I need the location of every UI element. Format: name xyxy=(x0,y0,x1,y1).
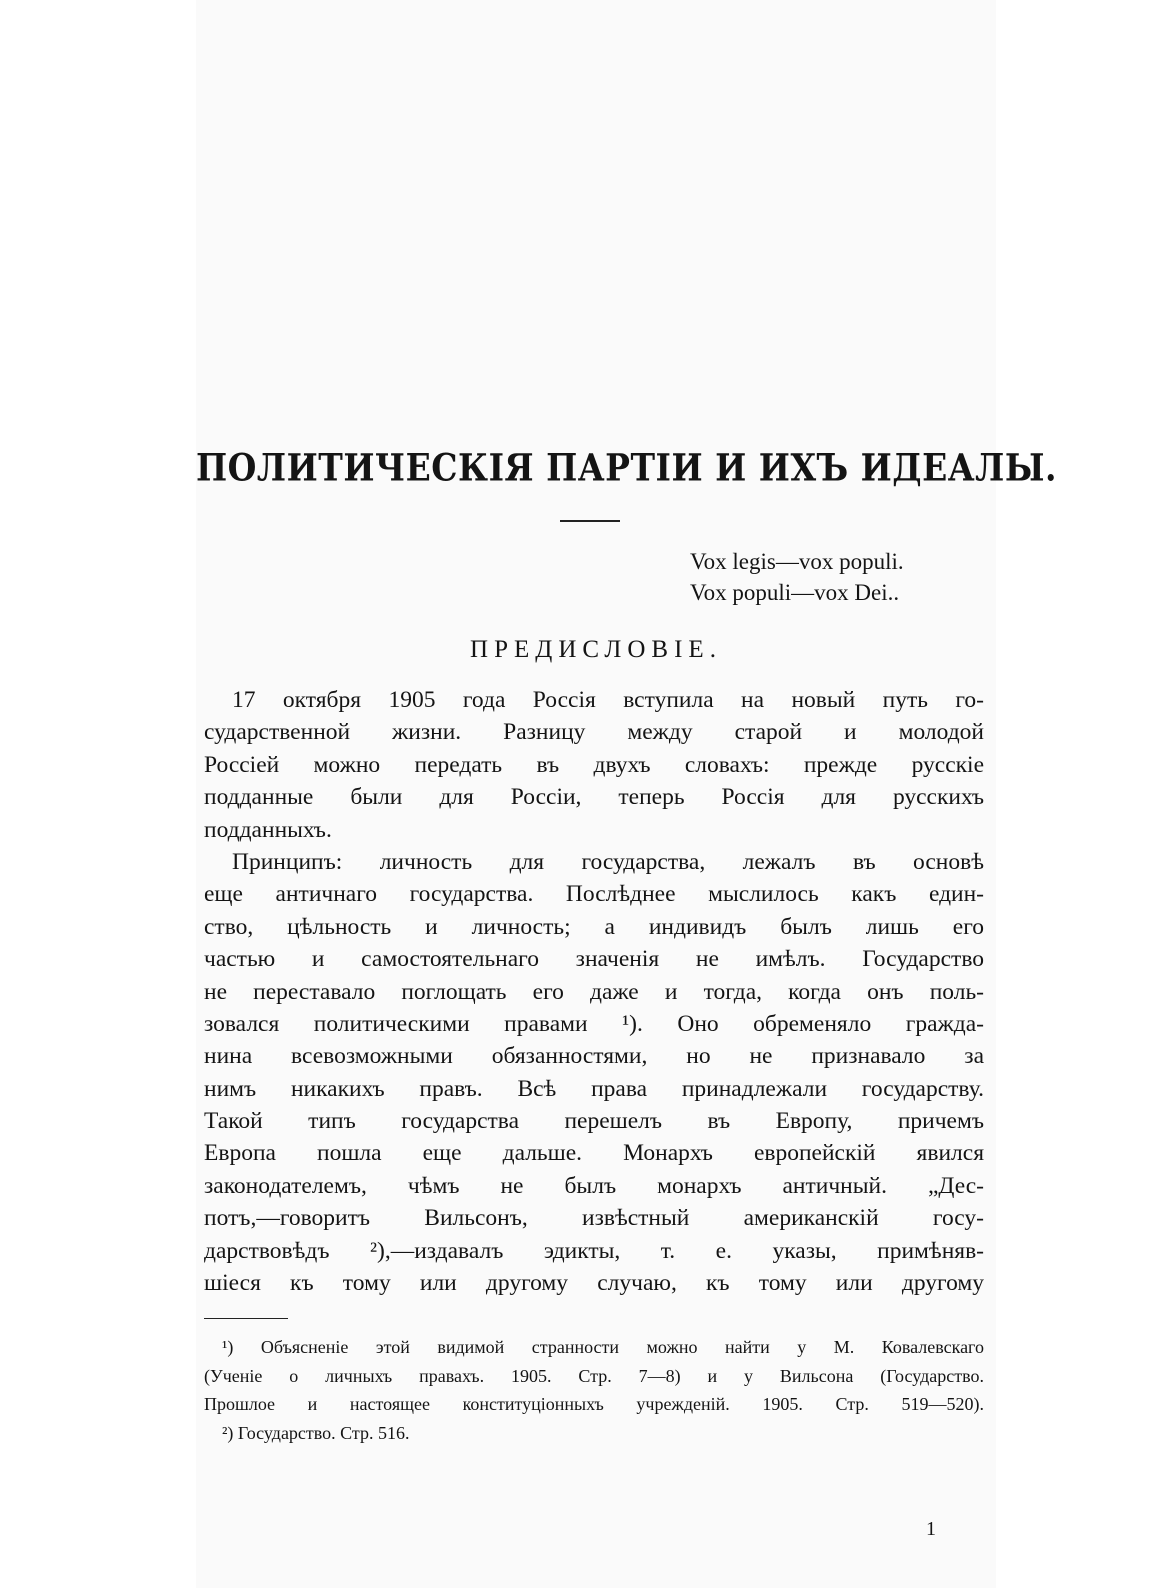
footnote-line: ²) Государство. Стр. 516. xyxy=(222,1422,410,1443)
text-line: подданныхъ. xyxy=(204,816,332,843)
footnotes xyxy=(204,1333,984,1447)
text-line: шіеся къ тому или другому случаю, къ тому или другому xyxy=(204,1270,984,1297)
footnote-line: ¹) Объясненіе этой видимой странности можно найти у М. Ковалевскаго xyxy=(222,1337,984,1357)
text-line: не переставало поглощать его даже и тогда, когда онъ поль- xyxy=(204,978,984,1005)
text-line: подданные были для Россіи, теперь Россія для русскихъ xyxy=(204,784,984,811)
text-line: еще античнаго государства. Послѣднее мыслилось какъ един- xyxy=(204,881,984,908)
epigraph-line: Vox legis—vox populi. xyxy=(690,549,904,574)
text-line: Россіей можно передать въ двухъ словахъ: прежде русскіе xyxy=(204,751,984,778)
page-title: ПОЛИТИЧЕСКІЯ ПАРТІИ И ИХЪ ИДЕАЛЫ. xyxy=(196,446,1057,490)
footnote-line: (Ученіе о личныхъ правахъ. 1905. Стр. 7—8) и у Вильсона (Государство. xyxy=(204,1365,984,1386)
text-line: нина всевозможными обязанностями, но не признавало за xyxy=(204,1043,984,1070)
text-line: Такой типъ государства перешелъ въ Европу, причемъ xyxy=(204,1108,984,1135)
text-line: дарствовѣдъ ²),—издавалъ эдикты, т. е. указы, примѣняв- xyxy=(204,1237,984,1264)
section-heading: ПРЕДИСЛОВІЕ. xyxy=(470,636,722,663)
text-line: нимъ никакихъ правъ. Всѣ права принадлежали государству. xyxy=(204,1075,984,1102)
footnote-divider xyxy=(204,1318,288,1319)
text-line: частью и самостоятельнаго значенія не имѣлъ. Государство xyxy=(204,946,984,973)
footnote-line: Прошлое и настоящее конституціонныхъ учрежденій. 1905. Стр. 519—520). xyxy=(204,1394,984,1414)
text-line: ство, цѣльность и личность; а индивидъ былъ лишь его xyxy=(204,913,984,940)
body-text xyxy=(204,684,984,1299)
text-line: потъ,—говоритъ Вильсонъ, извѣстный американскій госу- xyxy=(204,1205,984,1232)
text-line: законодателемъ, чѣмъ не былъ монархъ античный. „Дес- xyxy=(204,1172,984,1199)
text-line: Принципъ: личность для государства, лежалъ въ основѣ xyxy=(232,848,984,875)
text-line: зовался политическими правами ¹). Оно обременяло гражда- xyxy=(204,1010,984,1037)
title-divider xyxy=(560,520,620,522)
text-line: 17 октября 1905 года Россія вступила на новый путь го- xyxy=(232,687,984,713)
text-line: сударственной жизни. Разницу между старой и молодой xyxy=(204,719,984,746)
epigraph-line: Vox populi—vox Dei.. xyxy=(690,580,900,605)
page-number: 1 xyxy=(926,1518,936,1540)
epigraph xyxy=(690,546,904,608)
text-line: Европа пошла еще дальше. Монархъ европейскій явился xyxy=(204,1140,984,1167)
